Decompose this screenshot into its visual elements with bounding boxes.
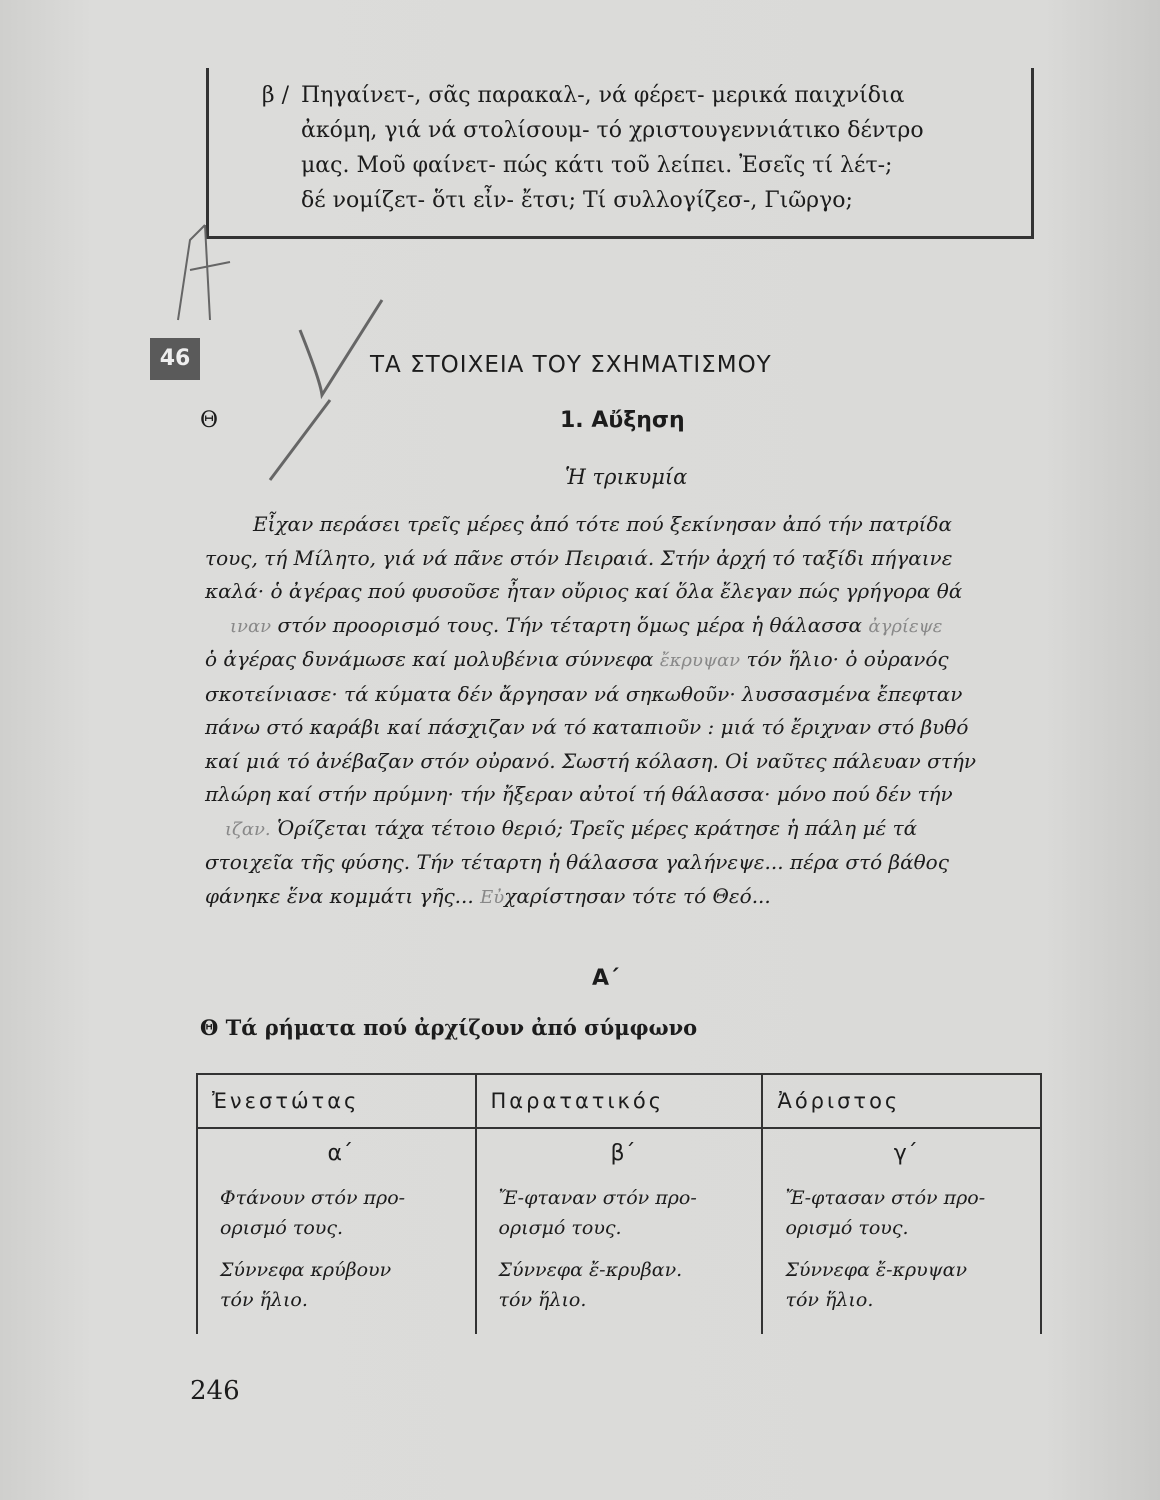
column-number: γ΄ xyxy=(893,1141,918,1166)
handwritten-fill: ιναν xyxy=(230,615,272,637)
story-line xyxy=(205,643,1047,678)
table-subheading: Θ Τά ρήματα πού ἀρχίζουν ἀπό σύμφωνο xyxy=(200,1015,698,1040)
story-text-segment: Ὁρίζεται τάχα τέτοιο θεριό; Τρεῖς μέρες κράτησε ἡ πάλη μέ τά xyxy=(270,815,918,840)
table-header-row xyxy=(197,1074,1041,1128)
theta-symbol: Θ xyxy=(200,408,219,433)
cell-line: τόν ἥλιο. xyxy=(220,1289,308,1311)
story-line: καλά· ὁ ἀγέρας πού φυσοῦσε ἦταν οὔριος καί ὅλα ἔλεγαν πώς γρήγορα θά xyxy=(205,579,963,603)
story-text-segment: στόν προορισμό τους. Τήν τέταρτη ὅμως μέρα ἡ θάλασσα xyxy=(271,612,869,637)
story-line: τους, τή Μίλητο, γιά νά πᾶνε στόν Πειραιά. Στήν ἀρχή τό ταξίδι πήγαινε xyxy=(205,545,953,570)
pencil-check-mark xyxy=(270,300,382,480)
story-line: Εἶχαν περάσει τρεῖς μέρες ἀπό τότε πού ξεκίνησαν ἀπό τήν πατρίδα xyxy=(253,512,953,536)
exercise-line: Πηγαίνετ-, σᾶς παρακαλ-, νά φέρετ- μερικά παιχνίδια xyxy=(301,83,905,108)
handwritten-fill: ἔκρυψαν xyxy=(659,650,741,671)
lesson-number-badge: 46 xyxy=(150,338,200,380)
column-number: β΄ xyxy=(610,1141,636,1166)
cell-line: Σύννεφα ἔ-κρυβαν. xyxy=(498,1259,683,1281)
table-cell-present xyxy=(197,1128,476,1334)
exercise-line: δέ νομίζετ- ὅτι εἶν- ἔτσι; Τί συλλογίζεσ-, Γιῶργο; xyxy=(301,188,853,213)
exercise-line: μας. Μοῦ φαίνετ- πώς κάτι τοῦ λείπει. Ἐσεῖς τί λέτ-; xyxy=(301,153,893,178)
page-number: 246 xyxy=(190,1376,240,1406)
story-text-segment: φάνηκε ἕνα κομμάτι γῆς... xyxy=(205,883,481,908)
story-text-segment: τόν ἥλιο· ὁ οὐρανός xyxy=(740,647,949,671)
column-header-present: Ἐνεστώτας xyxy=(197,1074,476,1128)
cell-line: Φτάνουν στόν προ- xyxy=(220,1187,406,1209)
story-line: πάνω στό καράβι καί πάσχιζαν νά τό καταπιοῦν : μιά τό ἔριχναν στό βυθό xyxy=(205,715,969,739)
table-row xyxy=(197,1128,1041,1334)
cell-line: ορισμό τους. xyxy=(785,1217,909,1239)
cell-line: Σύννεφα κρύβουν xyxy=(220,1259,392,1281)
table-cell-aorist xyxy=(762,1128,1041,1334)
story-text-segment: χαρίστησαν τότε τό Θεό... xyxy=(504,883,771,908)
story-title: Ἡ τρικυμία xyxy=(565,465,688,489)
story-line xyxy=(205,812,1047,847)
pencil-letter-a-mark xyxy=(178,225,230,320)
cell-line: ορισμό τους. xyxy=(498,1217,622,1239)
story-text-segment: ὁ ἀγέρας δυνάμωσε καί μολυβένια σύννεφα xyxy=(205,647,660,671)
section-a-title: Α΄ xyxy=(592,966,619,991)
cell-line: Ἔ-φταναν στόν προ- xyxy=(498,1187,697,1209)
handwritten-fill: Εὐ xyxy=(480,886,505,908)
cell-line: τόν ἥλιο. xyxy=(785,1289,874,1311)
verb-tense-table xyxy=(196,1073,1042,1334)
table-cell-imperfect xyxy=(476,1128,763,1334)
cell-line: Ἔ-φτασαν στόν προ- xyxy=(785,1187,986,1209)
story-line: σκοτείνιασε· τά κύματα δέν ἄργησαν νά σηκωθοῦν· λυσσασμένα ἔπεφταν xyxy=(205,681,963,706)
story-line: πλώρη καί στήν πρύμνη· τήν ἤξεραν αὐτοί τή θάλασσα· μόνο πού δέν τήν xyxy=(205,782,953,806)
column-header-imperfect: Παρατατικός xyxy=(476,1074,763,1128)
section-title: 1. Αὔξηση xyxy=(560,408,685,433)
cell-line: Σύννεφα ἔ-κρυψαν xyxy=(785,1259,967,1281)
column-number: α΄ xyxy=(327,1141,354,1166)
exercise-line: ἀκόμη, γιά νά στολίσουμ- τό χριστουγεννιάτικο δέντρο xyxy=(301,118,924,143)
handwritten-fill: ιζαν. xyxy=(225,818,271,840)
handwritten-fill: ἀγρίεψε xyxy=(868,615,943,637)
story-line xyxy=(205,609,1047,644)
story-text xyxy=(205,508,1047,914)
column-header-aorist: Ἀόριστος xyxy=(762,1074,1041,1128)
story-line: καί μιά τό ἀνέβαζαν στόν οὐρανό. Σωστή κόλαση. Οἱ ναῦτες πάλευαν στήν xyxy=(205,748,977,773)
chapter-heading: ΤΑ ΣΤΟΙΧΕΙΑ ΤΟΥ ΣΧΗΜΑΤΙΣΜΟΥ xyxy=(370,352,772,378)
story-line xyxy=(205,880,1047,915)
cell-line: τόν ἥλιο. xyxy=(498,1289,587,1311)
cell-line: ορισμό τους. xyxy=(220,1217,344,1239)
story-line: στοιχεῖα τῆς φύσης. Τήν τέταρτη ἡ θάλασσα γαλήνεψε... πέρα στό βάθος xyxy=(205,850,949,874)
exercise-label: β / xyxy=(261,83,289,108)
